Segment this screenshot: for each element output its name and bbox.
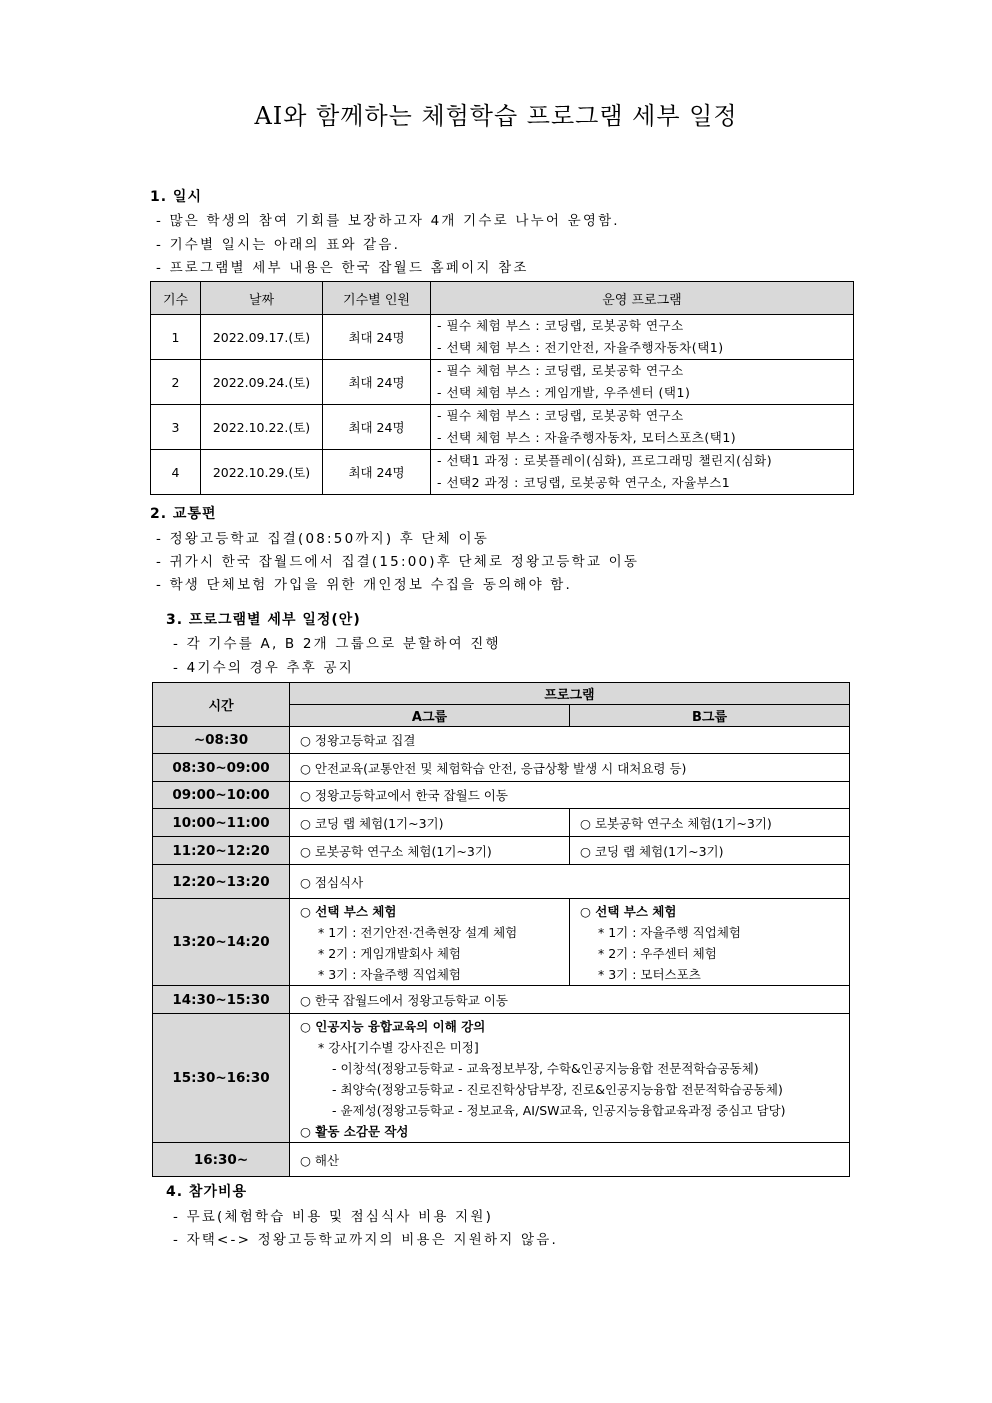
program-line: - 선택1 과정 : 로봇플레이(심화), 프로그래밍 챌린지(심화) [437,453,773,468]
section-2-line: - 학생 단체보험 가입을 위한 개인정보 수집을 동의해야 함. [156,577,573,593]
program-line: - 필수 체험 부스 : 코딩랩, 로봇공학 연구소 [437,408,684,423]
program-cell: ○ 안전교육(교통안전 및 체험학습 안전, 응급상황 발생 시 대처요령 등) [290,754,850,782]
section-1-line: - 많은 학생의 참여 기회를 보장하고자 4개 기수로 나누어 운영함. [156,213,620,229]
section-1-heading: 1. 일시 [150,189,202,205]
cohort-capacity: 최대 24명 [323,360,431,405]
time-cell: 08:30~09:00 [153,754,290,782]
program-line: - 필수 체험 부스 : 코딩랩, 로봇공학 연구소 [437,363,684,378]
header-cell: 날짜 [201,282,323,315]
group-a-cell: ○ 로봇공학 연구소 체험(1기~3기) [290,837,570,865]
header-cell: 기수 [151,282,201,315]
cohort-capacity: 최대 24명 [323,405,431,450]
cohort-capacity: 최대 24명 [323,315,431,360]
cohort-program [431,450,854,495]
time-cell: 11:20~12:20 [153,837,290,865]
time-cell: 15:30~16:30 [153,1014,290,1143]
program-line: - 선택2 과정 : 코딩랩, 로봇공학 연구소, 자율부스1 [437,475,731,490]
header-cell: 운영 프로그램 [431,282,854,315]
table-row [153,1014,850,1143]
table-row [153,809,850,837]
program-line: - 선택 체험 부스 : 전기안전, 자율주행자동차(택1) [437,340,724,355]
lecturer-item: - 윤제성(정왕고등학교 - 정보교육, AI/SW교육, 인공지능융합교육과정 중심고 담당) [332,1103,786,1118]
header-program: 프로그램 [290,683,850,705]
program-cell [290,1014,850,1143]
program-line: - 선택 체험 부스 : 게임개발, 우주센터 (택1) [437,385,691,400]
table-row [153,899,850,986]
table-row [151,315,854,360]
group-a-cell: ○ 코딩 랩 체험(1기~3기) [290,809,570,837]
program-cell: ○ 점심식사 [290,865,850,899]
table-row [153,782,850,809]
table-row [153,754,850,782]
page-title: AI와 함께하는 체험학습 프로그램 세부 일정 [254,102,738,130]
cohort-number: 3 [151,405,201,450]
header-time: 시간 [153,683,290,727]
time-cell: ~08:30 [153,727,290,754]
group-b-cell: ○ 로봇공학 연구소 체험(1기~3기) [570,809,850,837]
program-cell: ○ 한국 잡월드에서 정왕고등학교 이동 [290,986,850,1014]
booth-heading: ○ 선택 부스 체험 [580,904,677,919]
time-cell: 09:00~10:00 [153,782,290,809]
section-3-line: - 각 기수를 A, B 2개 그룹으로 분할하여 진행 [173,636,501,652]
lecturer-item: - 최양숙(정왕고등학교 - 진로진학상담부장, 진로&인공지능융합 전문적학습공동체) [332,1082,783,1097]
section-2-heading: 2. 교통편 [150,506,217,522]
booth-heading: ○ 선택 부스 체험 [300,904,397,919]
time-cell: 10:00~11:00 [153,809,290,837]
lecturer-item: - 이창석(정왕고등학교 - 교육정보부장, 수학&인공지능융합 전문적학습공동체) [332,1061,759,1076]
header-cell: 기수별 인원 [323,282,431,315]
section-3-heading: 3. 프로그램별 세부 일정(안) [166,612,361,628]
cohort-number: 4 [151,450,201,495]
cohort-program [431,315,854,360]
schedule-table [150,281,854,495]
table-row [151,450,854,495]
section-4-line: - 자택<-> 정왕고등학교까지의 비용은 지원하지 않음. [173,1232,558,1248]
section-2-line: - 정왕고등학교 집결(08:50까지) 후 단체 이동 [156,531,489,547]
booth-item: * 1기 : 자율주행 직업체험 [598,925,741,940]
program-line: - 선택 체험 부스 : 자율주행자동차, 모터스포츠(택1) [437,430,737,445]
cohort-date: 2022.09.24.(토) [201,360,323,405]
cohort-date: 2022.10.22.(토) [201,405,323,450]
time-cell: 14:30~15:30 [153,986,290,1014]
section-2-line: - 귀가시 한국 잡월드에서 집결(15:00)후 단체로 정왕고등학교 이동 [156,554,640,570]
time-cell: 16:30~ [153,1143,290,1177]
lecturer-note: * 강사[기수별 강사진은 미정] [318,1040,479,1055]
table-row [151,360,854,405]
table-row [153,986,850,1014]
table-row [153,1143,850,1177]
time-cell: 13:20~14:20 [153,899,290,986]
cohort-number: 2 [151,360,201,405]
booth-item: * 3기 : 자율주행 직업체험 [318,967,461,982]
section-1-line: - 기수별 일시는 아래의 표와 같음. [156,237,401,253]
section-4-line: - 무료(체험학습 비용 및 점심식사 비용 지원) [173,1209,494,1225]
time-cell: 12:20~13:20 [153,865,290,899]
booth-item: * 1기 : 전기안전·건축현장 설계 체험 [318,925,518,940]
lecture-heading: ○ 인공지능 융합교육의 이해 강의 [300,1019,486,1034]
section-4-heading: 4. 참가비용 [166,1184,248,1200]
cohort-date: 2022.09.17.(토) [201,315,323,360]
table-row [153,865,850,899]
header-group-b: B그룹 [570,705,850,727]
cohort-number: 1 [151,315,201,360]
cohort-date: 2022.10.29.(토) [201,450,323,495]
cohort-capacity: 최대 24명 [323,450,431,495]
group-b-cell [570,899,850,986]
cohort-program [431,360,854,405]
group-a-cell [290,899,570,986]
table-row [151,405,854,450]
program-line: - 필수 체험 부스 : 코딩랩, 로봇공학 연구소 [437,318,684,333]
group-b-cell: ○ 코딩 랩 체험(1기~3기) [570,837,850,865]
program-schedule-table [152,682,850,1177]
table-row [153,837,850,865]
program-cell: ○ 정왕고등학교 집결 [290,727,850,754]
booth-item: * 3기 : 모터스포츠 [598,967,701,982]
section-1-line: - 프로그램별 세부 내용은 한국 잡월드 홈페이지 참조 [156,260,529,276]
section-3-line: - 4기수의 경우 추후 공지 [173,660,354,676]
booth-item: * 2기 : 우주센터 체험 [598,946,717,961]
program-cell: ○ 정왕고등학교에서 한국 잡월드 이동 [290,782,850,809]
cohort-program [431,405,854,450]
reflection-item: ○ 활동 소감문 작성 [300,1124,409,1139]
program-cell: ○ 해산 [290,1143,850,1177]
table-row [153,727,850,754]
header-group-a: A그룹 [290,705,570,727]
booth-item: * 2기 : 게임개발회사 체험 [318,946,461,961]
